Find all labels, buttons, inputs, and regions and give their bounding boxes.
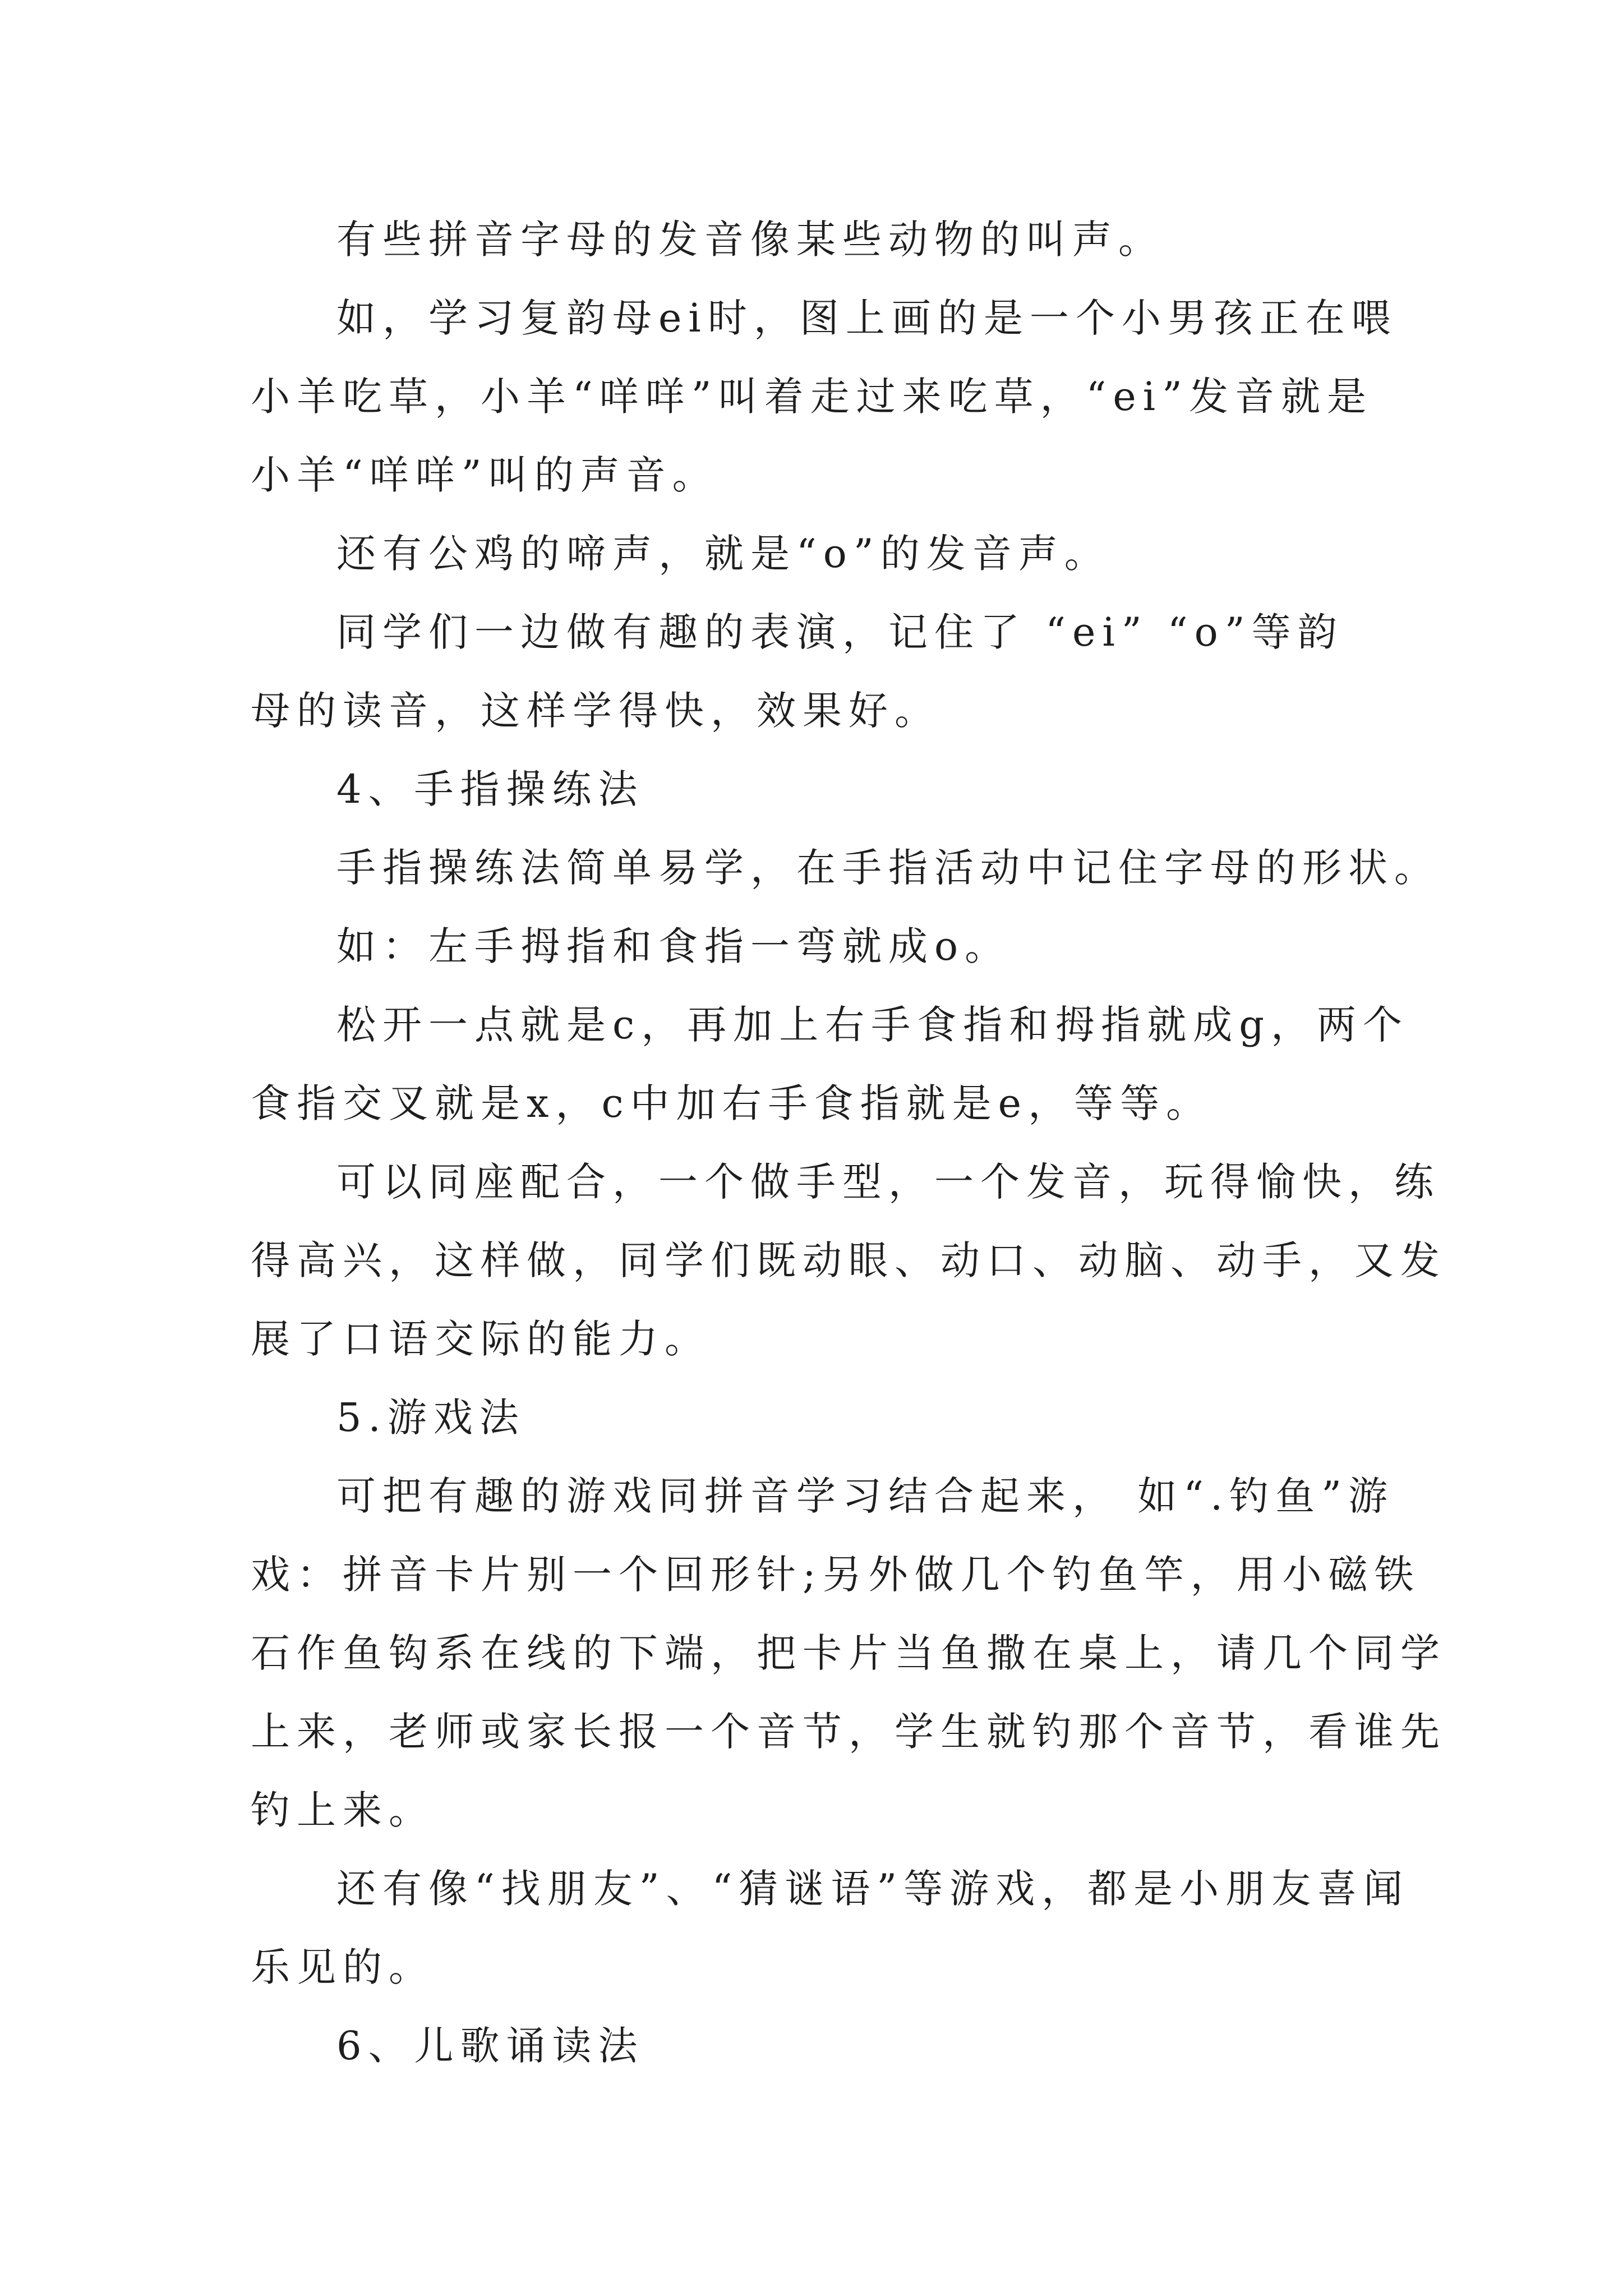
section-heading: 5.游戏法 <box>336 1395 525 1441</box>
text-line: 小羊吃草，小羊“咩咩”叫着走过来吃草，“ei”发音就是 <box>251 374 1373 420</box>
text-line: 还有像“找朋友”、“猜谜语”等游戏，都是小朋友喜闻 <box>336 1866 1410 1912</box>
text-line: 同学们一边做有趣的表演，记住了 “ei” “o”等韵 <box>336 609 1344 655</box>
text-line: 手指操练法简单易学，在手指活动中记住字母的形状。 <box>336 845 1440 891</box>
text-line: 小羊“咩咩”叫的声音。 <box>251 452 718 498</box>
text-line: 如：左手拇指和食指一弯就成o。 <box>336 923 1011 969</box>
text-line: 食指交叉就是x，c中加右手食指就是e，等等。 <box>251 1080 1212 1126</box>
text-line: 戏：拼音卡片别一个回形针;另外做几个钓鱼竿，用小磁铁 <box>251 1552 1421 1598</box>
text-line: 上来，老师或家长报一个音节，学生就钓那个音节，看谁先 <box>251 1709 1446 1755</box>
text-line: 得高兴，这样做，同学们既动眼、动口、动脑、动手，又发 <box>251 1237 1446 1283</box>
text-line: 乐见的。 <box>251 1944 435 1990</box>
text-line: 松开一点就是c，再加上右手食指和拇指就成g，两个 <box>336 1002 1409 1048</box>
text-line: 还有公鸡的啼声，就是“o”的发音声。 <box>336 531 1110 577</box>
text-line: 钓上来。 <box>251 1787 435 1833</box>
text-line: 石作鱼钩系在线的下端，把卡片当鱼撒在桌上，请几个同学 <box>251 1630 1446 1676</box>
section-heading: 6、儿歌诵读法 <box>336 2023 644 2069</box>
text-line: 可以同座配合，一个做手型，一个发音，玩得愉快，练 <box>336 1159 1440 1205</box>
text-line: 有些拼音字母的发音像某些动物的叫声。 <box>336 217 1164 263</box>
text-line: 展了口语交际的能力。 <box>251 1316 711 1362</box>
section-heading: 4、手指操练法 <box>336 766 644 812</box>
text-line: 母的读音，这样学得快，效果好。 <box>251 688 940 734</box>
text-line: 如，学习复韵母ei时，图上画的是一个小男孩正在喂 <box>336 295 1398 341</box>
text-line: 可把有趣的游戏同拼音学习结合起来， 如“.钓鱼”游 <box>336 1473 1395 1519</box>
